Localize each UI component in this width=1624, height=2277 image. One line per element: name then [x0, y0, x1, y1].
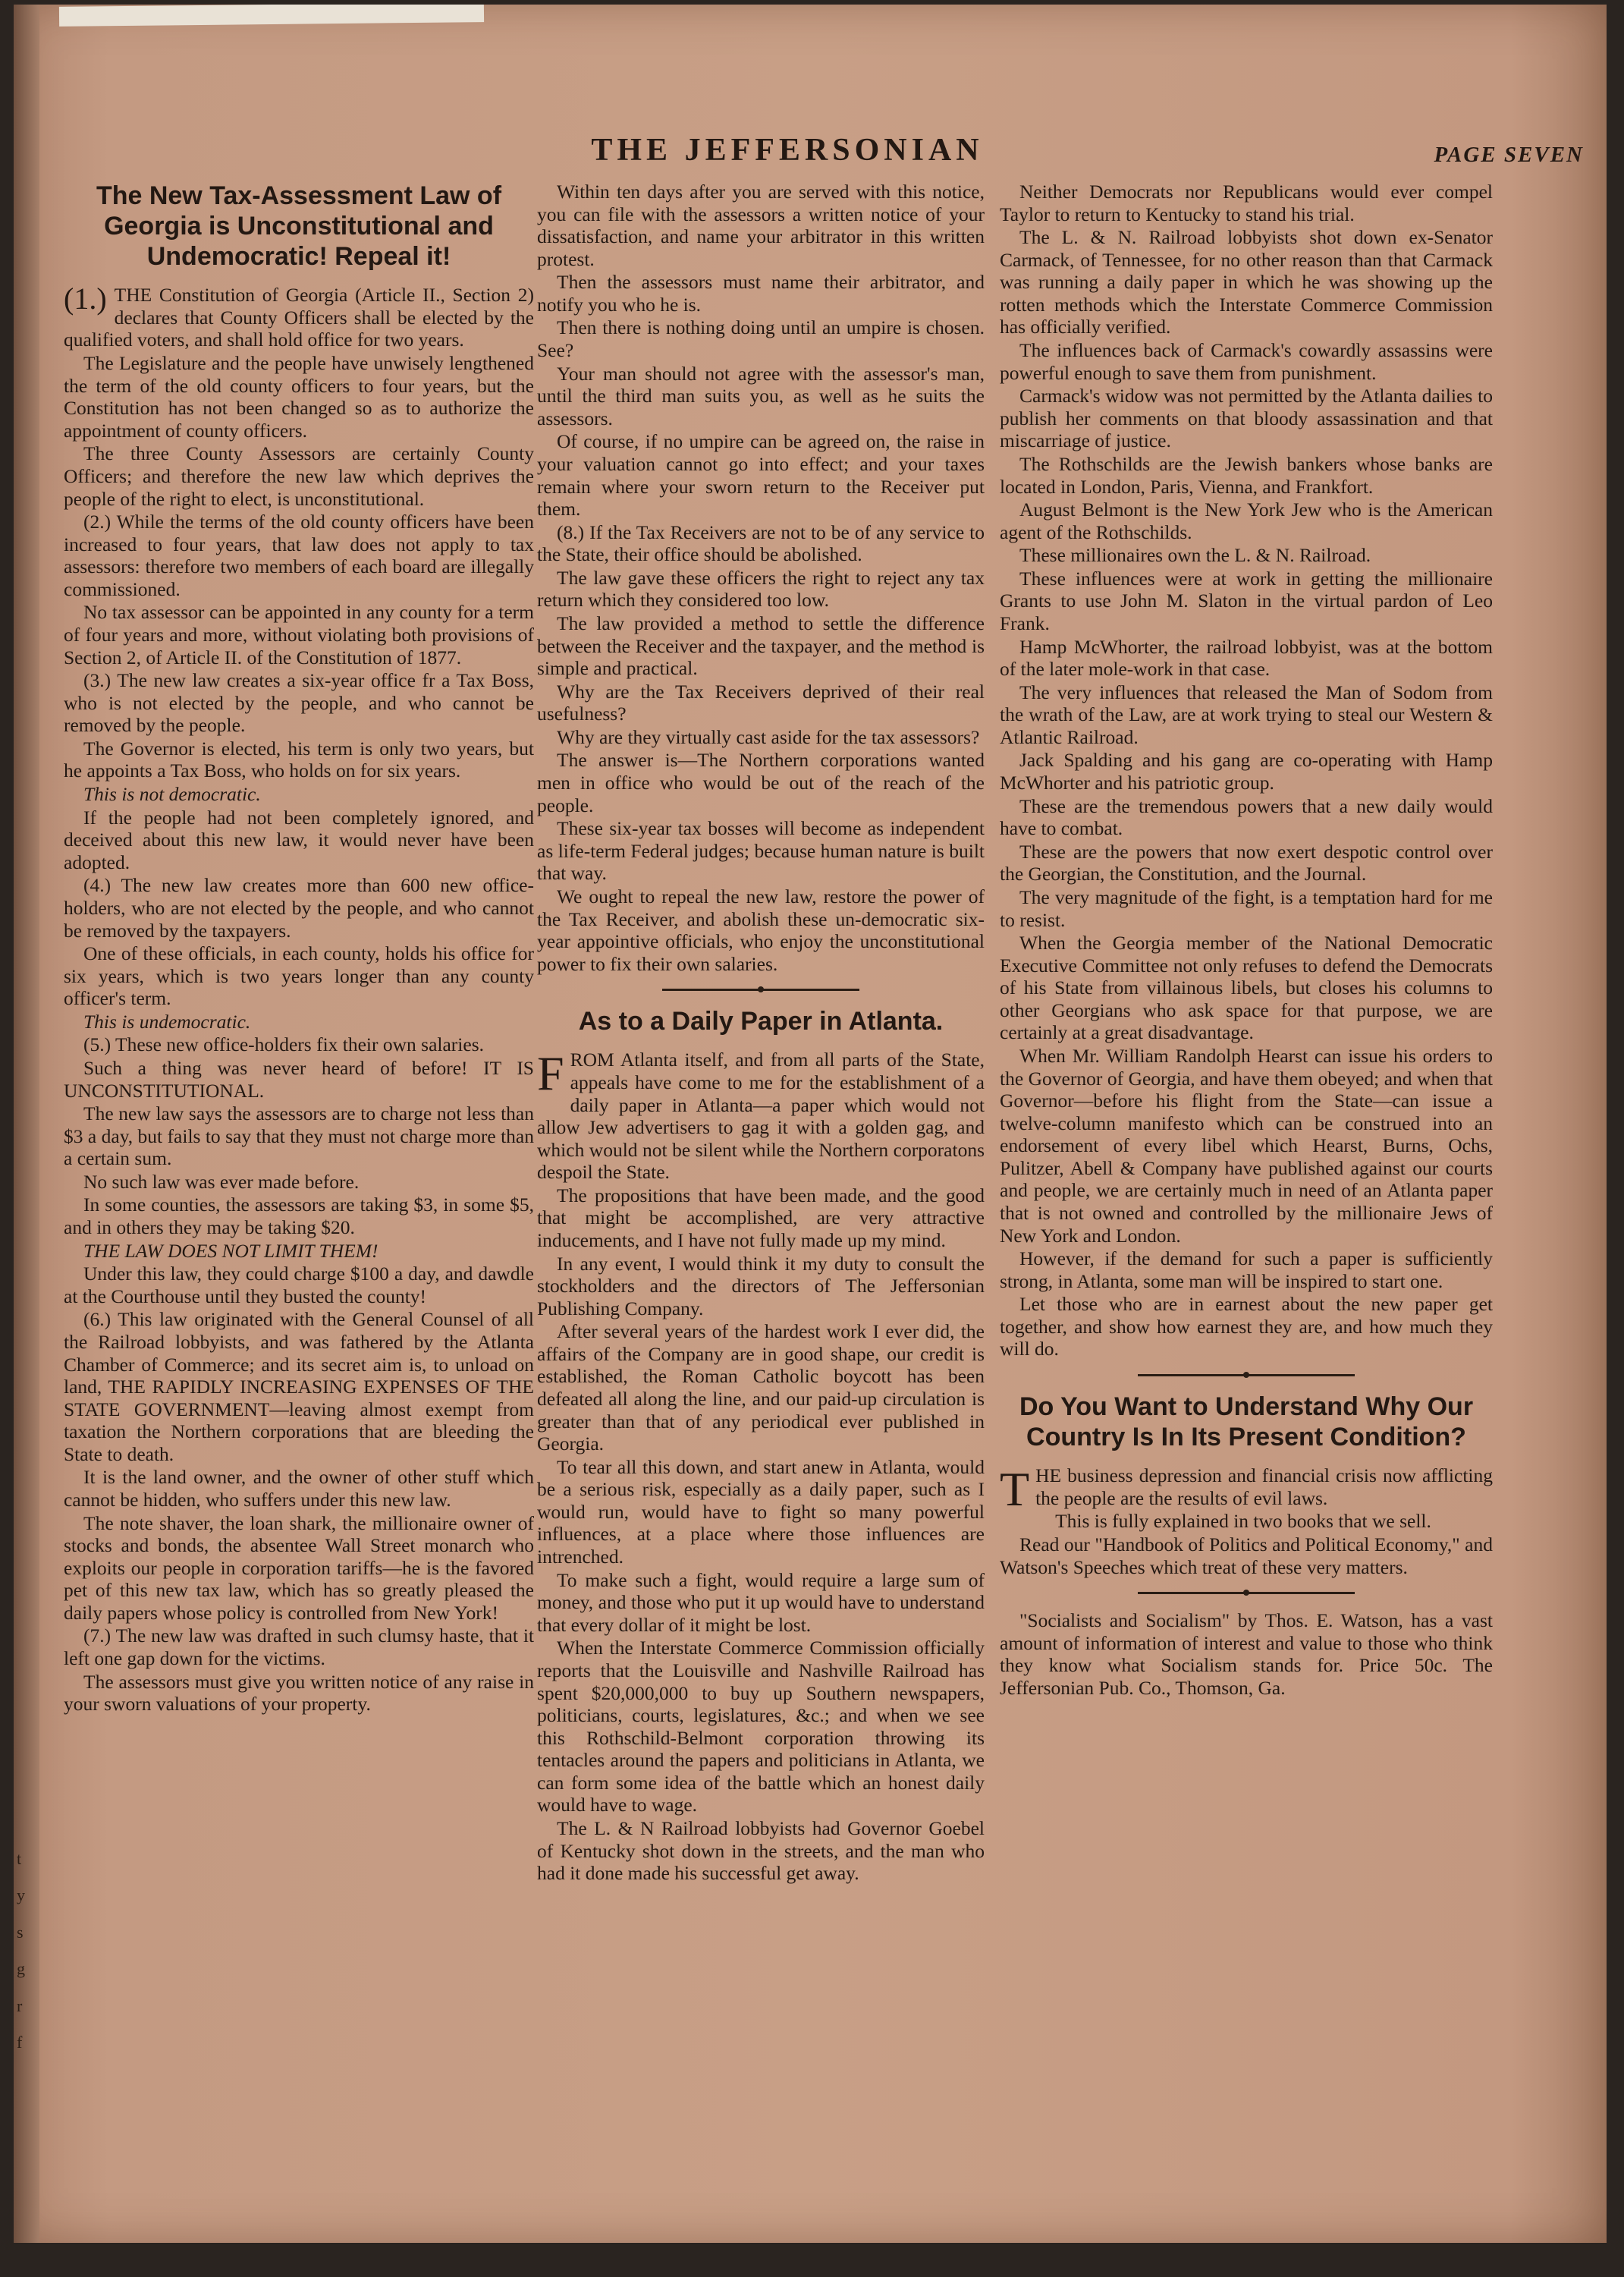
article-paragraph: THE business depression and financial crisis now afflicting the people are the results of evil laws.	[1000, 1462, 1493, 1517]
newspaper-page	[14, 5, 1607, 2243]
article-paragraph: These influences were at work in getting the millionaire Grants to use John M. Slaton in the virtual pardon of Leo Frank.	[1000, 567, 1493, 634]
book-advertisement: "Socialists and Socialism" by Thos. E. Watson, has a vast amount of information of interest and value to those who think they know what Socialism stands for. Price 50c. The Jeffersonian Pub. Co., Thomson, Ga.	[1000, 1609, 1493, 1699]
article-paragraph: The answer is—The Northern corporations wanted men in office who would be out of the reach of the people.	[537, 749, 985, 816]
article-paragraph: Read our "Handbook of Politics and Political Economy," and Watson's Speeches which treat of these very matters.	[1000, 1533, 1493, 1578]
article-paragraph: The new law says the assessors are to charge not less than $3 a day, but fails to say that they must not charge more than a certain sum.	[64, 1102, 534, 1170]
article-paragraph: Neither Democrats nor Republicans would ever compel Taylor to return to Kentucky to stand his trial.	[1000, 181, 1493, 225]
article-paragraph: Then the assessors must name their arbitrator, and notify you who he is.	[537, 271, 985, 316]
article-paragraph: (1.) THE Constitution of Georgia (Article II., Section 2) declares that County Officers shall be elected by the qualified voters, and shall hold office for two years.	[64, 281, 534, 351]
article-paragraph: These six-year tax bosses will become as independent as life-term Federal judges; because human nature is built that way.	[537, 817, 985, 885]
article-paragraph: (3.) The new law creates a six-year office fr a Tax Boss, who is not elected by the people, and who cannot be removed by the people.	[64, 669, 534, 737]
article-paragraph: The law provided a method to settle the difference between the Receiver and the taxpayer, and the method is simple and practical.	[537, 612, 985, 680]
article-paragraph: (5.) These new office-holders fix their own salaries.	[83, 1033, 485, 1056]
article-paragraph: It is the land owner, and the owner of other stuff which cannot be hidden, who suffers under this new law.	[64, 1466, 534, 1511]
article-paragraph: If the people had not been completely ignored, and deceived about this new law, it would never have been adopted.	[64, 806, 534, 873]
torn-paper-scrap	[59, 5, 484, 27]
article-paragraph: Jack Spalding and his gang are co-operating with Hamp McWhorter and his patriotic group.	[1000, 749, 1493, 794]
article-paragraph: To make such a fight, would require a large sum of money, and those who put it up would have to understand that every dollar of it might be lost.	[537, 1568, 985, 1636]
article-paragraph: THE LAW DOES NOT LIMIT THEM!	[83, 1239, 379, 1262]
article-paragraph: The Rothschilds are the Jewish bankers whose banks are located in London, Paris, Vienna, and Frankfort.	[1000, 452, 1493, 498]
article-paragraph: The very magnitude of the fight, is a temptation hard for me to resist.	[1000, 885, 1493, 931]
article-paragraph: Then there is nothing doing until an umpire is chosen. See?	[537, 316, 985, 362]
article-paragraph: Such a thing was never heard of before! IT IS UNCONSTITUTIONAL.	[64, 1056, 534, 1102]
article-paragraph: (4.) The new law creates more than 600 new office-holders, who are not elected by the people, and who cannot be removed by the taxpayers.	[64, 874, 534, 942]
article-paragraph: This is undemocratic.	[83, 1010, 251, 1033]
article-paragraph: (8.) If the Tax Receivers are not to be of any service to the State, their office should be abolished.	[537, 521, 985, 566]
article-paragraph: Let those who are in earnest about the new paper get together, and show how earnest they are, and how much they will do.	[1000, 1293, 1493, 1360]
article-paragraph: This is fully explained in two books that we sell.	[1055, 1510, 1431, 1533]
article-paragraph: To tear all this down, and start anew in Atlanta, would be a serious risk, especially as a daily paper, such as I would run, would have to fight so many powerful influences, at a place where those influences are intrenched.	[537, 1455, 985, 1568]
article-paragraph: When the Georgia member of the National Democratic Executive Committee not only refuses to defend the Democrats of his State from villainous libels, but closes his columns to other Georgians who ask space for that purpose, we are certainly at a great disadvantage.	[1000, 932, 1493, 1044]
article-paragraph: Your man should not agree with the assessor's man, until the third man suits you, as well as he suits the assessors.	[537, 362, 985, 429]
article-paragraph: Of course, if no umpire can be agreed on, the raise in your valuation cannot go into effect; and your taxes remain where your sworn return to the Receiver put them.	[537, 430, 985, 521]
article-paragraph: The three County Assessors are certainly County Officers; and therefore the new law which deprives the people of the right to elect, is unconstitutional.	[64, 442, 534, 510]
daily-paper-headline: As to a Daily Paper in Atlanta.	[578, 1007, 944, 1036]
section-divider	[662, 989, 859, 991]
section-divider	[1138, 1592, 1355, 1594]
section-divider	[1138, 1374, 1355, 1376]
article-paragraph: The law gave these officers the right to reject any tax return which they considered too low.	[537, 566, 985, 612]
article-paragraph: In some counties, the assessors are taking $3, in some $5, and in others they may be taking $20.	[64, 1194, 534, 1239]
article-paragraph: Why are the Tax Receivers deprived of their real usefulness?	[537, 680, 985, 725]
column-1	[64, 181, 534, 1716]
drop-cap: T	[1000, 1462, 1030, 1517]
books-headline: Do You Want to Understand Why Our Country Is In Its Present Condition?	[1019, 1392, 1474, 1452]
drop-cap: F	[537, 1046, 564, 1101]
article-paragraph: Within ten days after you are served with this notice, you can file with the assessors a written notice of your dissatisfaction, and name your arbitrator in this written protest.	[537, 181, 985, 270]
article-paragraph: These millionaires own the L. & N. Railroad.	[1019, 544, 1371, 567]
article-paragraph: The influences back of Carmack's cowardly assassins were powerful enough to save them from punishment.	[1000, 339, 1493, 384]
article-paragraph: When Mr. William Randolph Hearst can issue his orders to the Governor of Georgia, and have them obeyed; and when that Governor—before his flight from the State—can issue a twelve-column manifesto which can be construed into an endorsement of every libel which Hearst, Burns, Ochs, Pulitzer, Abell & Company have published against our courts and people, we are certainly much in need of an Atlanta paper that is not owned and controlled by the millionaire Jews of New York and London.	[1000, 1044, 1493, 1247]
article-paragraph: The note shaver, the loan shark, the millionaire owner of stocks and bonds, the absentee Wall Street monarch who exploits our people in corporation tariffs—he is the favored pet of this new tax law, which has so greatly pleased the daily papers whose policy is controlled from New York!	[64, 1511, 534, 1624]
article-paragraph: The assessors must give you written notice of any raise in your sworn valuations of your property.	[64, 1670, 534, 1716]
article-paragraph: No such law was ever made before.	[83, 1170, 360, 1193]
section-number: (1.)	[64, 281, 107, 316]
article-paragraph: Hamp McWhorter, the railroad lobbyist, was at the bottom of the later mole-work in that case.	[1000, 635, 1493, 681]
tax-law-headline: The New Tax-Assessment Law of Georgia is Unconstitutional and Undemocratic! Repeal it!	[96, 181, 502, 272]
article-paragraph: No tax assessor can be appointed in any county for a term of four years and more, without violating both provisions of Section 2, of Article II. of the Constitution of 1877.	[64, 601, 534, 668]
page-number: PAGE SEVEN	[1434, 143, 1584, 167]
page-edge-marks: t y s g r f	[17, 1849, 25, 2052]
article-paragraph: Under this law, they could charge $100 a day, and dawdle at the Courthouse until they busted the county!	[64, 1263, 534, 1307]
article-paragraph: August Belmont is the New York Jew who is the American agent of the Rothschilds.	[1000, 498, 1493, 543]
article-paragraph: This is not democratic.	[83, 783, 261, 806]
article-paragraph: The Legislature and the people have unwisely lengthened the term of the old county officers to four years, but the Constitution has not been changed so as to authorize the appointment of county officers.	[64, 352, 534, 442]
masthead: THE JEFFERSONIAN	[591, 133, 984, 168]
article-paragraph: These are the tremendous powers that a new daily would have to combat.	[1000, 794, 1493, 840]
article-paragraph: (7.) The new law was drafted in such clumsy haste, that it left one gap down for the victims.	[64, 1624, 534, 1670]
column-2	[537, 181, 985, 1885]
article-paragraph: We ought to repeal the new law, restore the power of the Tax Receiver, and abolish these un-democratic six-year appointive officials, who enjoy the unconstitutional power to fix their own salaries.	[537, 885, 985, 975]
article-paragraph: The Governor is elected, his term is only two years, but he appoints a Tax Boss, who holds on for six years.	[64, 737, 534, 782]
column-3	[1000, 181, 1493, 1700]
article-paragraph: When the Interstate Commerce Commission officially reports that the Louisville and Nashville Railroad has spent $20,000,000 to buy up Southern newspapers, politicians, courts, legislatures, &c.; and when we see this Rothschild-Belmont corporation throwing its tentacles around the papers and politicians in Atlanta, we can form some idea of the battle which an honest daily would have to wage.	[537, 1637, 985, 1816]
article-paragraph: The propositions that have been made, and the good that might be accomplished, are very attractive inducements, and I have not fully made up my mind.	[537, 1184, 985, 1251]
article-paragraph: After several years of the hardest work I ever did, the affairs of the Company are in good shape, our credit is established, the Roman Catholic boycott has been defeated all along the line, and our paid-up circulation is greater than that of any periodical ever published in Georgia.	[537, 1320, 985, 1455]
article-paragraph: The L. & N. Railroad lobbyists shot down ex-Senator Carmack, of Tennessee, for no other reason than that Carmack was running a daily paper in which he was showing up the rotten methods which the Interstate Commerce Commission has officially verified.	[1000, 226, 1493, 338]
article-paragraph: The L. & N Railroad lobbyists had Governor Goebel of Kentucky shot down in the streets, and the man who had it done made his successful get away.	[537, 1817, 985, 1885]
article-paragraph: However, if the demand for such a paper is sufficiently strong, in Atlanta, some man will be inspired to start one.	[1000, 1247, 1493, 1292]
article-paragraph: In any event, I would think it my duty to consult the stockholders and the directors of The Jeffersonian Publishing Company.	[537, 1252, 985, 1319]
article-paragraph: (6.) This law originated with the General Counsel of all the Railroad lobbyists, and was fathered by the Atlanta Chamber of Commerce; and its secret aim is, to unload on land, THE RAPIDLY INCREASING EXPENSES OF THE STATE GOVERNMENT—leaving almost exempt from taxation the Northern corporations that are bleeding the State to death.	[64, 1308, 534, 1465]
article-paragraph: These are the powers that now exert despotic control over the Georgian, the Constitution, and the Journal.	[1000, 840, 1493, 885]
article-paragraph: One of these officials, in each county, holds his office for six years, which is two years longer than any county officer's term.	[64, 942, 534, 1010]
article-paragraph: FROM Atlanta itself, and from all parts of the State, appeals have come to me for the establishment of a daily paper in Atlanta—a paper which would not allow Jew advertisers to gag it with a golden gag, and which would not be silent while the Northern corporatons despoil the State.	[537, 1046, 985, 1184]
article-paragraph: Carmack's widow was not permitted by the Atlanta dailies to publish her comments on that bloody assassination and that miscarriage of justice.	[1000, 385, 1493, 452]
article-paragraph: The very influences that released the Man of Sodom from the wrath of the Law, are at work trying to steal our Western & Atlantic Railroad.	[1000, 681, 1493, 748]
article-paragraph: (2.) While the terms of the old county officers have been increased to four years, that law does not apply to tax assessors: therefore two members of each board are illegally commissioned.	[64, 511, 534, 600]
article-paragraph: Why are they virtually cast aside for the tax assessors?	[557, 725, 980, 748]
